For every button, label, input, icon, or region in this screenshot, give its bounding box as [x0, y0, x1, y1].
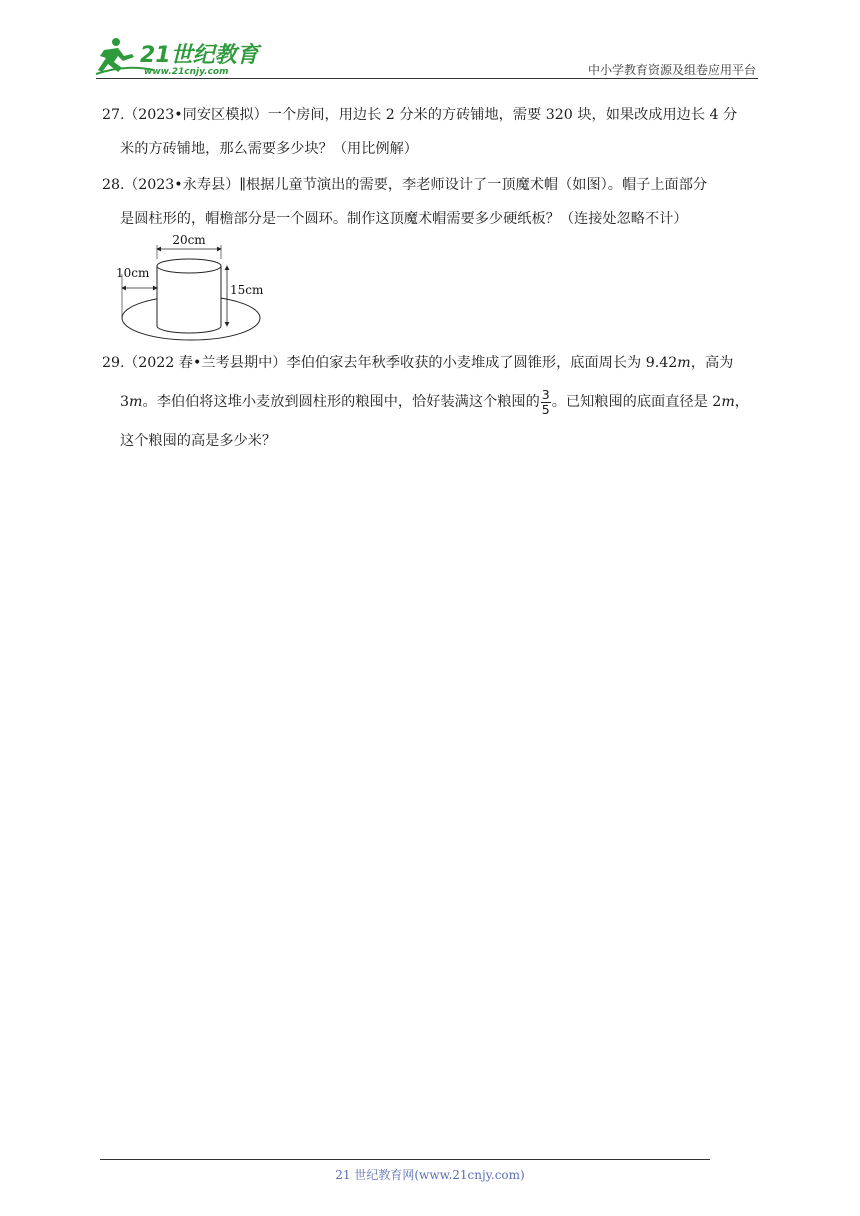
unit-m: m — [129, 394, 143, 410]
question-source: （2023•永寿县） — [124, 177, 240, 193]
question-number: 28. — [102, 177, 125, 193]
question-text: ， — [734, 394, 749, 410]
fraction-numerator: 3 — [541, 386, 550, 402]
hat-cylinder-top — [157, 259, 221, 273]
footer-divider — [100, 1159, 710, 1160]
question-text: ，高为 — [690, 355, 734, 371]
question-text: 一个房间，用边长 2 分米的方砖铺地，需要 320 块，如果改成用边长 4 分 — [267, 107, 738, 123]
question-source: （2023•同安区模拟） — [124, 107, 268, 123]
unit-m: m — [721, 394, 735, 410]
fraction-denominator: 5 — [541, 401, 550, 417]
question-text: 是圆柱形的，帽檐部分是一个圆环。制作这顶魔术帽需要多少硬纸板？（连接处忽略不计） — [120, 211, 688, 227]
logo-text: 21世纪教育 — [140, 43, 259, 68]
magic-hat-figure — [114, 232, 264, 344]
question-text: 米的方砖铺地，那么需要多少块？（用比例解） — [120, 141, 418, 157]
brim-width-label: 10cm — [116, 266, 150, 280]
question-28 — [102, 168, 762, 236]
question-text: 这个粮囤的高是多少米？ — [120, 433, 277, 449]
hat-cylinder-body — [157, 266, 221, 326]
question-29 — [102, 346, 762, 458]
question-text: 。李伯伯将这堆小麦放到圆柱形的粮囤中，恰好装满这个粮囤的 — [142, 394, 540, 410]
fraction — [541, 388, 551, 417]
diameter-label: 20cm — [172, 233, 206, 247]
question-text: 3 — [120, 394, 130, 410]
site-title: 中小学教育资源及组卷应用平台 — [587, 63, 756, 77]
footer-text: 21 世纪教育网(www.21cnjy.com) — [335, 1168, 525, 1182]
question-text: ∥根据儿童节演出的需要，李老师设计了一顶魔术帽（如图）。帽子上面部分 — [239, 177, 708, 193]
question-27 — [102, 98, 762, 166]
height-label: 15cm — [230, 283, 264, 297]
question-source: （2022 春•兰考县期中） — [124, 355, 287, 371]
site-logo — [94, 34, 264, 78]
header-divider — [96, 78, 758, 79]
question-text: 李伯伯家去年秋季收获的小麦堆成了圆锥形，底面周长为 9.42 — [286, 355, 678, 371]
question-number: 27. — [102, 107, 125, 123]
logo-url: www.21cnjy.com — [144, 67, 229, 77]
question-text: 。已知粮囤的底面直径是 2 — [551, 394, 722, 410]
question-number: 29. — [102, 355, 125, 371]
unit-m: m — [677, 355, 691, 371]
